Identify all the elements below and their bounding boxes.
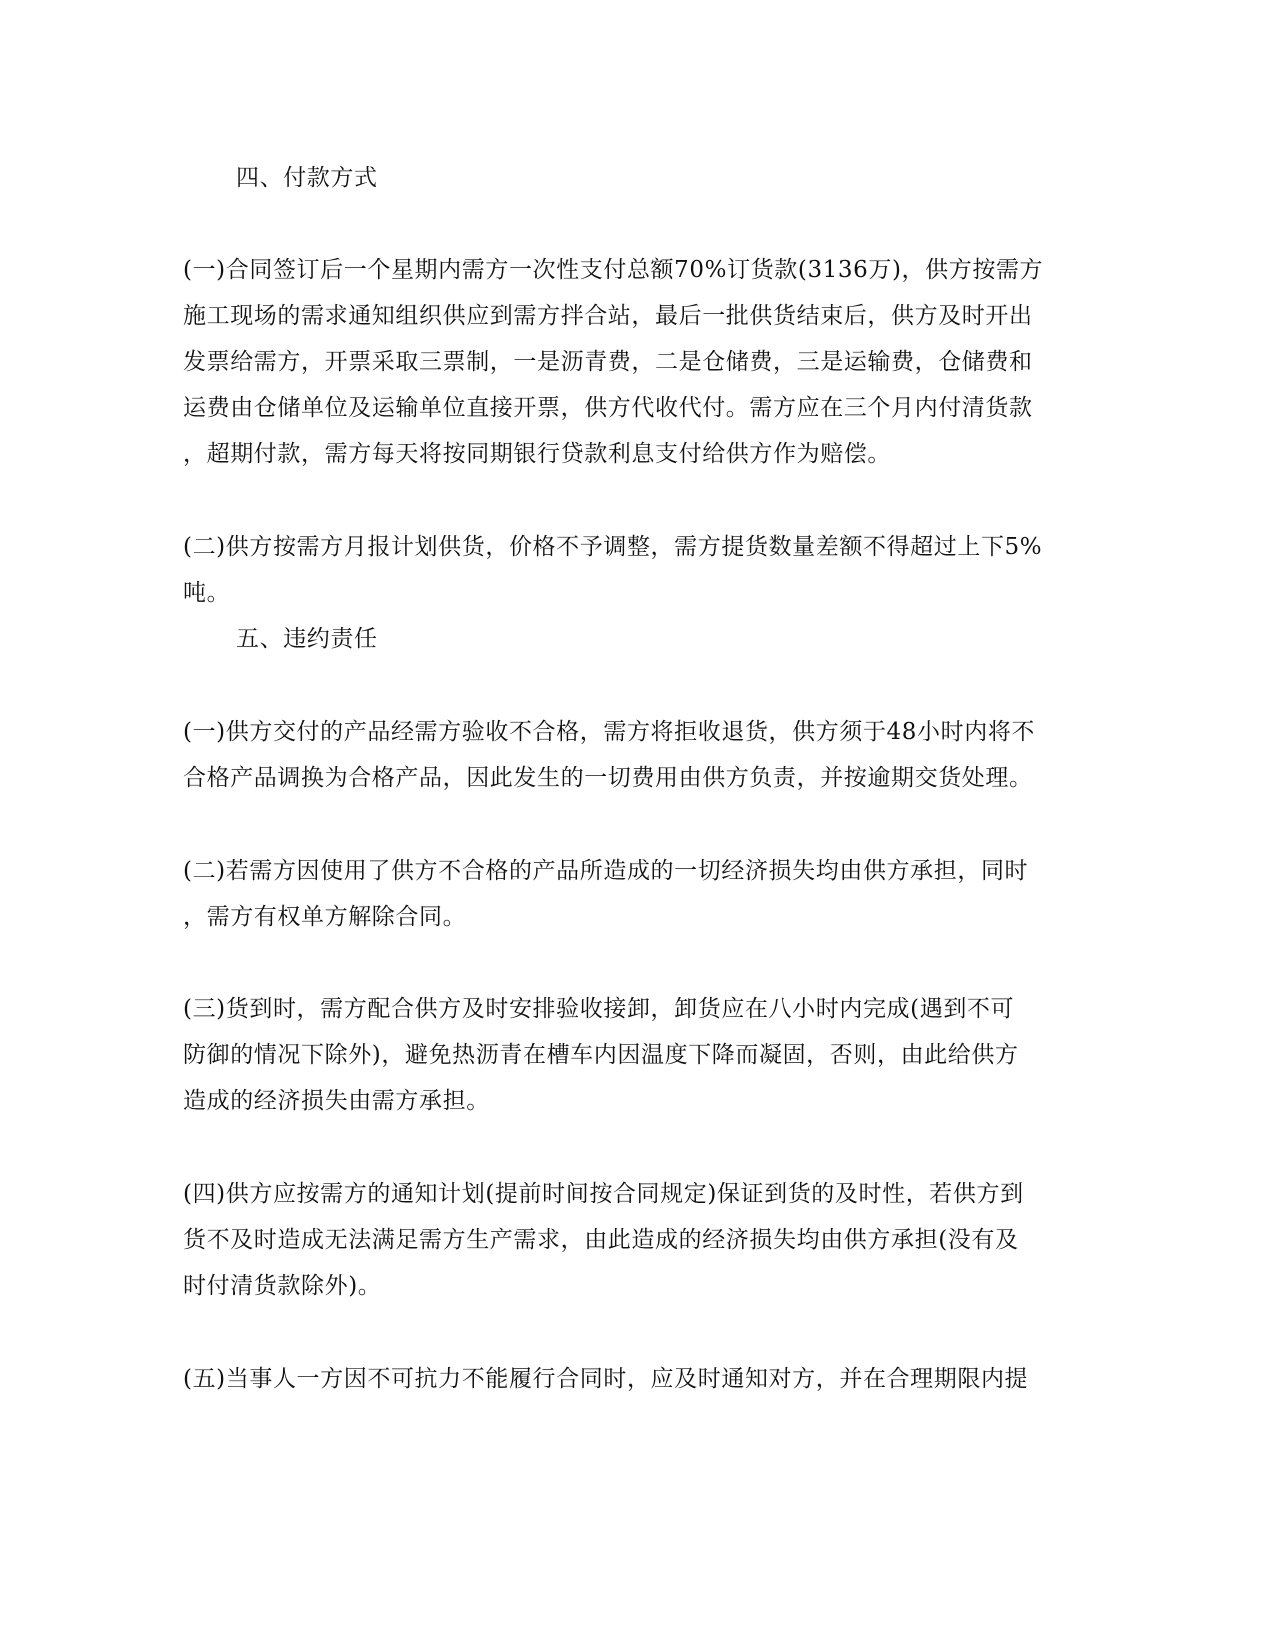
paragraph-line: 运费由仓储单位及运输单位直接开票，供方代收代付。需方应在三个月内付清货款 (183, 395, 1033, 421)
section-heading-payment: 四、付款方式 (236, 165, 378, 191)
paragraph-line: ，需方有权单方解除合同。 (183, 904, 467, 930)
paragraph-line: (二)若需方因使用了供方不合格的产品所造成的一切经济损失均由供方承担，同时 (183, 858, 1029, 884)
paragraph-line: (二)供方按需方月报计划供货，价格不予调整，需方提货数量差额不得超过上下5% (183, 534, 1043, 560)
paragraph-line: (一)供方交付的产品经需方验收不合格，需方将拒收退货，供方须于48小时内将不 (183, 719, 1036, 745)
paragraph-line: 防御的情况下除外)，避免热沥青在槽车内因温度下降而凝固，否则，由此给供方 (183, 1042, 1019, 1068)
paragraph-line: ，超期付款，需方每天将按同期银行贷款利息支付给供方作为赔偿。 (183, 441, 891, 467)
paragraph-line: (三)货到时，需方配合供方及时安排验收接卸，卸货应在八小时内完成(遇到不可 (183, 996, 1015, 1022)
paragraph-line: 合格产品调换为合格产品，因此发生的一切费用由供方负责，并按逾期交货处理。 (183, 765, 1033, 791)
paragraph-line: 货不及时造成无法满足需方生产需求，由此造成的经济损失均由供方承担(没有及 (183, 1227, 1019, 1253)
paragraph-line: (一)合同签订后一个星期内需方一次性支付总额70%订货款(3136万)，供方按需方 (183, 257, 1044, 283)
paragraph-line: 造成的经济损失由需方承担。 (183, 1088, 490, 1114)
paragraph-line: (四)供方应按需方的通知计划(提前时间按合同规定)保证到货的及时性，若供方到 (183, 1181, 1024, 1207)
paragraph-line: 时付清货款除外)。 (183, 1273, 382, 1299)
paragraph-line: 施工现场的需求通知组织供应到需方拌合站，最后一批供货结束后，供方及时开出 (183, 303, 1033, 329)
paragraph-line: 发票给需方，开票采取三票制，一是沥青费，二是仓储费，三是运输费，仓储费和 (183, 349, 1033, 375)
section-heading-liability: 五、违约责任 (236, 626, 378, 652)
paragraph-line: (五)当事人一方因不可抗力不能履行合同时，应及时通知对方，并在合理期限内提 (183, 1366, 1029, 1392)
paragraph-line: 吨。 (183, 580, 231, 606)
